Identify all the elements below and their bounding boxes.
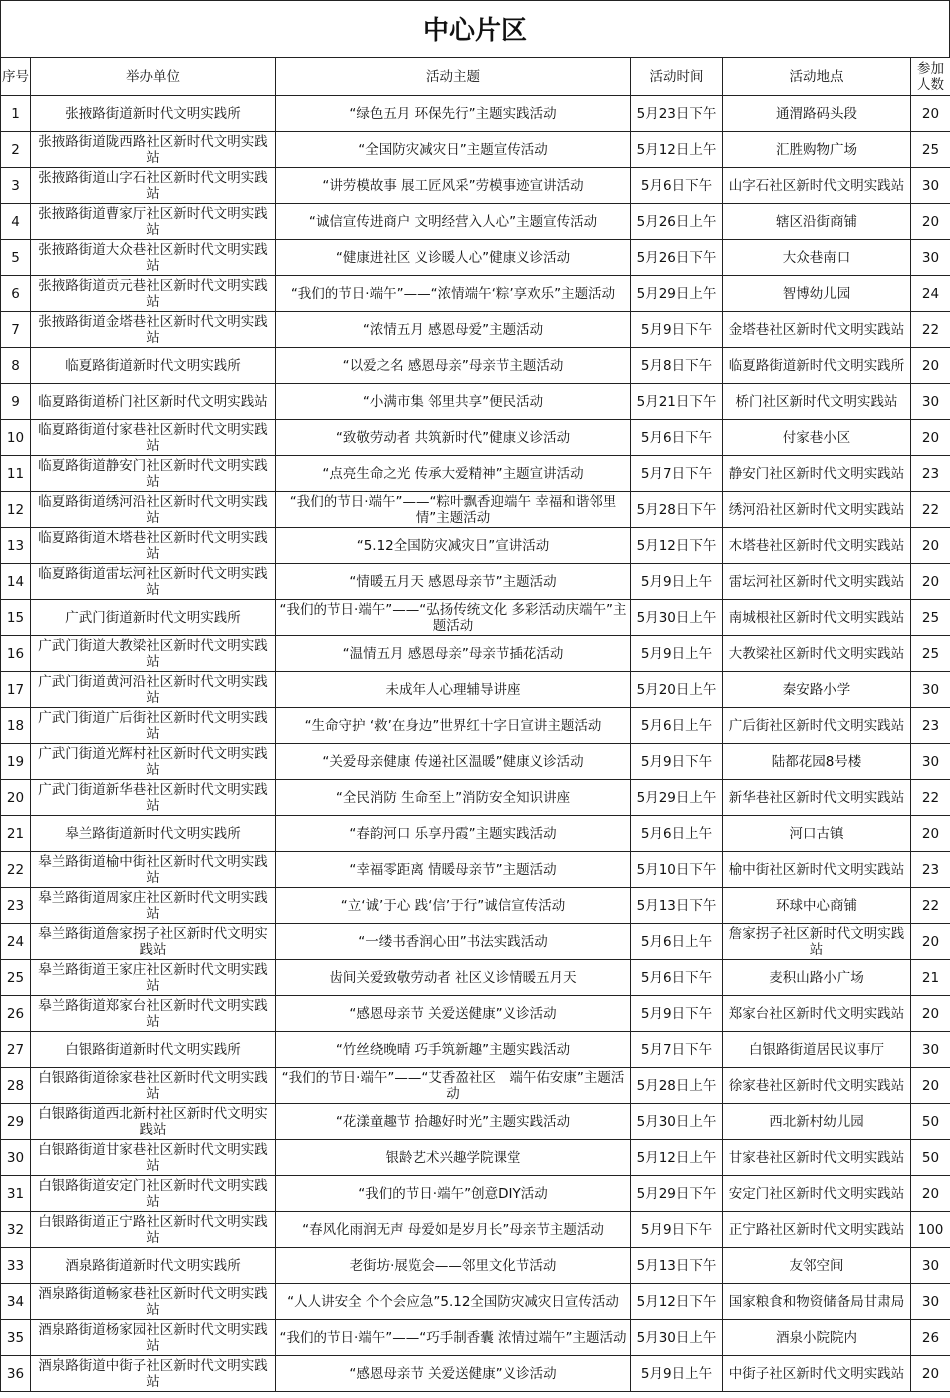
row-location: 徐家巷社区新时代文明实践站 [723,1068,911,1104]
row-participants: 25 [911,132,950,168]
table-row [1,276,950,312]
row-index: 16 [1,636,31,672]
row-organizer: 皋兰路街道郑家台社区新时代文明实践站 [31,996,276,1032]
table-row [1,384,950,420]
row-location: 大众巷南口 [723,240,911,276]
row-time: 5月29日下午 [631,1176,723,1212]
row-location: 绣河沿社区新时代文明实践站 [723,492,911,528]
row-location: 金塔巷社区新时代文明实践站 [723,312,911,348]
row-theme: “全民消防 生命至上”消防安全知识讲座 [276,780,631,816]
row-theme: “绿色五月 环保先行”主题实践活动 [276,96,631,132]
row-organizer: 白银路街道徐家巷社区新时代文明实践站 [31,1068,276,1104]
row-organizer: 酒泉路街道中街子社区新时代文明实践站 [31,1356,276,1392]
row-time: 5月9日下午 [631,744,723,780]
row-participants: 21 [911,960,950,996]
row-organizer: 临夏路街道木塔巷社区新时代文明实践站 [31,528,276,564]
row-participants: 23 [911,852,950,888]
row-location: 正宁路社区新时代文明实践站 [723,1212,911,1248]
row-location: 甘家巷社区新时代文明实践站 [723,1140,911,1176]
row-time: 5月12日上午 [631,1140,723,1176]
row-location: 中街子社区新时代文明实践站 [723,1356,911,1392]
row-index: 8 [1,348,31,384]
row-theme: “人人讲安全 个个会应急”5.12全国防灾减灾日宣传活动 [276,1284,631,1320]
row-participants: 100 [911,1212,950,1248]
row-organizer: 广武门街道新时代文明实践所 [31,600,276,636]
row-index: 32 [1,1212,31,1248]
row-participants: 30 [911,240,950,276]
row-participants: 30 [911,384,950,420]
row-time: 5月12日下午 [631,528,723,564]
row-index: 23 [1,888,31,924]
row-location: 秦安路小学 [723,672,911,708]
row-theme: “5.12全国防灾减灾日”宣讲活动 [276,528,631,564]
row-organizer: 皋兰路街道榆中街社区新时代文明实践站 [31,852,276,888]
table-row [1,1032,950,1068]
table-row [1,1068,950,1104]
row-participants: 20 [911,1176,950,1212]
row-organizer: 张掖路街道山字石社区新时代文明实践站 [31,168,276,204]
row-theme: “诚信宣传进商户 文明经营入人心”主题宣传活动 [276,204,631,240]
row-participants: 50 [911,1140,950,1176]
row-location: 山字石社区新时代文明实践站 [723,168,911,204]
row-index: 11 [1,456,31,492]
table-row [1,1176,950,1212]
row-time: 5月6日下午 [631,168,723,204]
row-time: 5月29日上午 [631,780,723,816]
row-theme: “温情五月 感恩母亲”母亲节插花活动 [276,636,631,672]
row-location: 智博幼儿园 [723,276,911,312]
table-row [1,600,950,636]
row-theme: “关爱母亲健康 传递社区温暖”健康义诊活动 [276,744,631,780]
row-theme: “我们的节日·端午”——“粽叶飘香迎端午 幸福和谐邻里情”主题活动 [276,492,631,528]
header-participants: 参加人数 [911,58,950,96]
row-theme: “竹丝绕晚晴 巧手筑新趣”主题实践活动 [276,1032,631,1068]
row-index: 34 [1,1284,31,1320]
row-organizer: 临夏路街道付家巷社区新时代文明实践站 [31,420,276,456]
row-organizer: 广武门街道大教梁社区新时代文明实践站 [31,636,276,672]
row-location: 安定门社区新时代文明实践站 [723,1176,911,1212]
row-time: 5月6日上午 [631,816,723,852]
row-theme: 银龄艺术兴趣学院课堂 [276,1140,631,1176]
row-theme: “春韵河口 乐享丹霞”主题实践活动 [276,816,631,852]
row-organizer: 白银路街道西北新村社区新时代文明实践站 [31,1104,276,1140]
table-row [1,96,950,132]
row-time: 5月21日下午 [631,384,723,420]
row-time: 5月12日上午 [631,132,723,168]
row-location: 麦积山路小广场 [723,960,911,996]
row-organizer: 张掖路街道新时代文明实践所 [31,96,276,132]
table-row [1,1320,950,1356]
row-theme: “全国防灾减灾日”主题宣传活动 [276,132,631,168]
row-theme: “我们的节日·端午”——“浓情端午‘粽’享欢乐”主题活动 [276,276,631,312]
table-row [1,1248,950,1284]
row-organizer: 广武门街道新华巷社区新时代文明实践站 [31,780,276,816]
row-theme: “讲劳模故事 展工匠风采”劳模事迹宣讲活动 [276,168,631,204]
row-organizer: 临夏路街道雷坛河社区新时代文明实践站 [31,564,276,600]
table-row [1,204,950,240]
row-time: 5月7日下午 [631,456,723,492]
row-organizer: 白银路街道正宁路社区新时代文明实践站 [31,1212,276,1248]
row-participants: 30 [911,1284,950,1320]
table-row [1,132,950,168]
row-time: 5月9日上午 [631,1356,723,1392]
row-organizer: 张掖路街道金塔巷社区新时代文明实践站 [31,312,276,348]
row-time: 5月10日下午 [631,852,723,888]
row-index: 12 [1,492,31,528]
table-row [1,168,950,204]
row-theme: “小满市集 邻里共享”便民活动 [276,384,631,420]
row-index: 18 [1,708,31,744]
row-time: 5月30日上午 [631,1320,723,1356]
row-participants: 25 [911,600,950,636]
table-row [1,240,950,276]
row-time: 5月30日上午 [631,600,723,636]
row-participants: 24 [911,276,950,312]
row-organizer: 皋兰路街道王家庄社区新时代文明实践站 [31,960,276,996]
row-location: 酒泉小院院内 [723,1320,911,1356]
row-time: 5月6日上午 [631,924,723,960]
row-participants: 20 [911,1068,950,1104]
row-organizer: 广武门街道广后街社区新时代文明实践站 [31,708,276,744]
row-location: 临夏路街道新时代文明实践所 [723,348,911,384]
row-location: 环球中心商铺 [723,888,911,924]
row-organizer: 酒泉路街道畅家巷社区新时代文明实践站 [31,1284,276,1320]
row-location: 詹家拐子社区新时代文明实践站 [723,924,911,960]
row-participants: 30 [911,744,950,780]
table-row [1,996,950,1032]
table-row [1,888,950,924]
row-index: 7 [1,312,31,348]
header-time: 活动时间 [631,58,723,96]
row-location: 静安门社区新时代文明实践站 [723,456,911,492]
header-organizer: 举办单位 [31,58,276,96]
row-index: 27 [1,1032,31,1068]
row-location: 新华巷社区新时代文明实践站 [723,780,911,816]
row-index: 35 [1,1320,31,1356]
table-row [1,852,950,888]
row-index: 31 [1,1176,31,1212]
row-location: 郑家台社区新时代文明实践站 [723,996,911,1032]
table-row [1,924,950,960]
row-theme: “健康进社区 义诊暖人心”健康义诊活动 [276,240,631,276]
row-participants: 22 [911,888,950,924]
row-organizer: 张掖路街道曹家厅社区新时代文明实践站 [31,204,276,240]
row-participants: 23 [911,456,950,492]
row-theme: “我们的节日·端午”——“巧手制香囊 浓情过端午”主题活动 [276,1320,631,1356]
row-index: 24 [1,924,31,960]
row-theme: 老街坊·展览会——邻里文化节活动 [276,1248,631,1284]
row-location: 陆都花园8号楼 [723,744,911,780]
row-time: 5月28日下午 [631,492,723,528]
row-location: 木塔巷社区新时代文明实践站 [723,528,911,564]
row-location: 付家巷小区 [723,420,911,456]
row-time: 5月13日下午 [631,1248,723,1284]
row-organizer: 酒泉路街道杨家园社区新时代文明实践站 [31,1320,276,1356]
row-participants: 30 [911,168,950,204]
header-location: 活动地点 [723,58,911,96]
table-row [1,528,950,564]
table-row [1,492,950,528]
row-time: 5月9日下午 [631,1212,723,1248]
row-index: 9 [1,384,31,420]
row-index: 19 [1,744,31,780]
row-index: 1 [1,96,31,132]
row-theme: “致敬劳动者 共筑新时代”健康义诊活动 [276,420,631,456]
row-index: 36 [1,1356,31,1392]
row-organizer: 张掖路街道贡元巷社区新时代文明实践站 [31,276,276,312]
row-index: 30 [1,1140,31,1176]
row-organizer: 临夏路街道桥门社区新时代文明实践站 [31,384,276,420]
row-participants: 20 [911,564,950,600]
header-index: 序号 [1,58,31,96]
row-organizer: 白银路街道甘家巷社区新时代文明实践站 [31,1140,276,1176]
row-time: 5月23日下午 [631,96,723,132]
row-time: 5月9日下午 [631,312,723,348]
row-organizer: 皋兰路街道周家庄社区新时代文明实践站 [31,888,276,924]
row-time: 5月12日下午 [631,1284,723,1320]
row-theme: “立‘诚’于心 践‘信’于行”诚信宣传活动 [276,888,631,924]
row-location: 国家粮食和物资储备局甘肃局 [723,1284,911,1320]
row-index: 22 [1,852,31,888]
row-organizer: 酒泉路街道新时代文明实践所 [31,1248,276,1284]
row-participants: 22 [911,492,950,528]
row-index: 21 [1,816,31,852]
row-time: 5月26日下午 [631,240,723,276]
row-index: 5 [1,240,31,276]
header-row [1,58,950,96]
row-time: 5月6日下午 [631,420,723,456]
row-time: 5月30日上午 [631,1104,723,1140]
row-location: 榆中街社区新时代文明实践站 [723,852,911,888]
row-location: 汇胜购物广场 [723,132,911,168]
row-time: 5月20日上午 [631,672,723,708]
row-theme: “生命守护 ‘救’在身边”世界红十字日宣讲主题活动 [276,708,631,744]
table-row [1,348,950,384]
table-row [1,564,950,600]
row-theme: “花漾童趣节 拾趣好时光”主题实践活动 [276,1104,631,1140]
row-theme: “春风化雨润无声 母爱如是岁月长”母亲节主题活动 [276,1212,631,1248]
row-participants: 20 [911,924,950,960]
row-participants: 20 [911,996,950,1032]
row-participants: 30 [911,1032,950,1068]
row-participants: 20 [911,1356,950,1392]
row-time: 5月13日下午 [631,888,723,924]
row-index: 10 [1,420,31,456]
row-location: 河口古镇 [723,816,911,852]
row-participants: 20 [911,420,950,456]
row-theme: “感恩母亲节 关爱送健康”义诊活动 [276,1356,631,1392]
row-index: 17 [1,672,31,708]
row-organizer: 临夏路街道静安门社区新时代文明实践站 [31,456,276,492]
row-time: 5月6日下午 [631,960,723,996]
row-theme: “以爱之名 感恩母亲”母亲节主题活动 [276,348,631,384]
row-index: 2 [1,132,31,168]
table-body [1,96,950,1392]
row-participants: 20 [911,816,950,852]
row-participants: 50 [911,1104,950,1140]
row-participants: 22 [911,312,950,348]
row-organizer: 白银路街道新时代文明实践所 [31,1032,276,1068]
row-participants: 20 [911,204,950,240]
table-row [1,1140,950,1176]
row-organizer: 广武门街道光辉村社区新时代文明实践站 [31,744,276,780]
row-theme: “我们的节日·端午”——“艾香盈社区 端午佑安康”主题活动 [276,1068,631,1104]
row-participants: 20 [911,528,950,564]
page-title: 中心片区 [0,0,950,57]
row-organizer: 白银路街道安定门社区新时代文明实践站 [31,1176,276,1212]
table-row [1,1104,950,1140]
row-organizer: 张掖路街道陇西路社区新时代文明实践站 [31,132,276,168]
row-theme: “我们的节日·端午”——“弘扬传统文化 多彩活动庆端午”主题活动 [276,600,631,636]
row-location: 广后街社区新时代文明实践站 [723,708,911,744]
row-time: 5月28日上午 [631,1068,723,1104]
row-participants: 20 [911,348,950,384]
row-location: 辖区沿街商铺 [723,204,911,240]
row-index: 29 [1,1104,31,1140]
table-row [1,1284,950,1320]
row-theme: 未成年人心理辅导讲座 [276,672,631,708]
row-index: 15 [1,600,31,636]
table-row [1,1356,950,1392]
row-index: 20 [1,780,31,816]
row-index: 28 [1,1068,31,1104]
row-time: 5月9日上午 [631,636,723,672]
row-participants: 20 [911,96,950,132]
row-location: 白银路街道居民议事厅 [723,1032,911,1068]
row-theme: 齿间关爱致敬劳动者 社区义诊情暖五月天 [276,960,631,996]
row-location: 南城根社区新时代文明实践站 [723,600,911,636]
table-row [1,456,950,492]
row-participants: 23 [911,708,950,744]
row-time: 5月8日下午 [631,348,723,384]
row-organizer: 皋兰路街道新时代文明实践所 [31,816,276,852]
row-organizer: 临夏路街道新时代文明实践所 [31,348,276,384]
row-index: 26 [1,996,31,1032]
header-theme: 活动主题 [276,58,631,96]
row-organizer: 广武门街道黄河沿社区新时代文明实践站 [31,672,276,708]
table-row [1,708,950,744]
row-theme: “幸福零距离 情暖母亲节”主题活动 [276,852,631,888]
row-participants: 25 [911,636,950,672]
row-organizer: 张掖路街道大众巷社区新时代文明实践站 [31,240,276,276]
row-index: 6 [1,276,31,312]
row-index: 33 [1,1248,31,1284]
table-row [1,672,950,708]
row-organizer: 临夏路街道绣河沿社区新时代文明实践站 [31,492,276,528]
row-organizer: 皋兰路街道詹家拐子社区新时代文明实践站 [31,924,276,960]
row-location: 桥门社区新时代文明实践站 [723,384,911,420]
row-index: 4 [1,204,31,240]
row-location: 大教梁社区新时代文明实践站 [723,636,911,672]
table-row [1,816,950,852]
row-participants: 26 [911,1320,950,1356]
row-time: 5月29日上午 [631,276,723,312]
row-time: 5月26日上午 [631,204,723,240]
table-row [1,744,950,780]
row-location: 友邻空间 [723,1248,911,1284]
row-theme: “点亮生命之光 传承大爱精神”主题宣讲活动 [276,456,631,492]
row-time: 5月9日下午 [631,996,723,1032]
row-theme: “浓情五月 感恩母爱”主题活动 [276,312,631,348]
row-theme: “一缕书香润心田”书法实践活动 [276,924,631,960]
row-index: 14 [1,564,31,600]
row-participants: 30 [911,1248,950,1284]
table-row [1,420,950,456]
row-participants: 22 [911,780,950,816]
row-participants: 30 [911,672,950,708]
row-index: 13 [1,528,31,564]
table-row [1,636,950,672]
table-row [1,312,950,348]
row-time: 5月6日上午 [631,708,723,744]
row-theme: “情暖五月天 感恩母亲节”主题活动 [276,564,631,600]
row-theme: “我们的节日·端午”创意DIY活动 [276,1176,631,1212]
row-index: 3 [1,168,31,204]
table-row [1,780,950,816]
row-index: 25 [1,960,31,996]
row-time: 5月9日上午 [631,564,723,600]
table-row [1,1212,950,1248]
table-row [1,960,950,996]
row-location: 西北新村幼儿园 [723,1104,911,1140]
activity-table [0,57,950,1392]
row-time: 5月7日下午 [631,1032,723,1068]
row-location: 通渭路码头段 [723,96,911,132]
row-theme: “感恩母亲节 关爱送健康”义诊活动 [276,996,631,1032]
row-location: 雷坛河社区新时代文明实践站 [723,564,911,600]
